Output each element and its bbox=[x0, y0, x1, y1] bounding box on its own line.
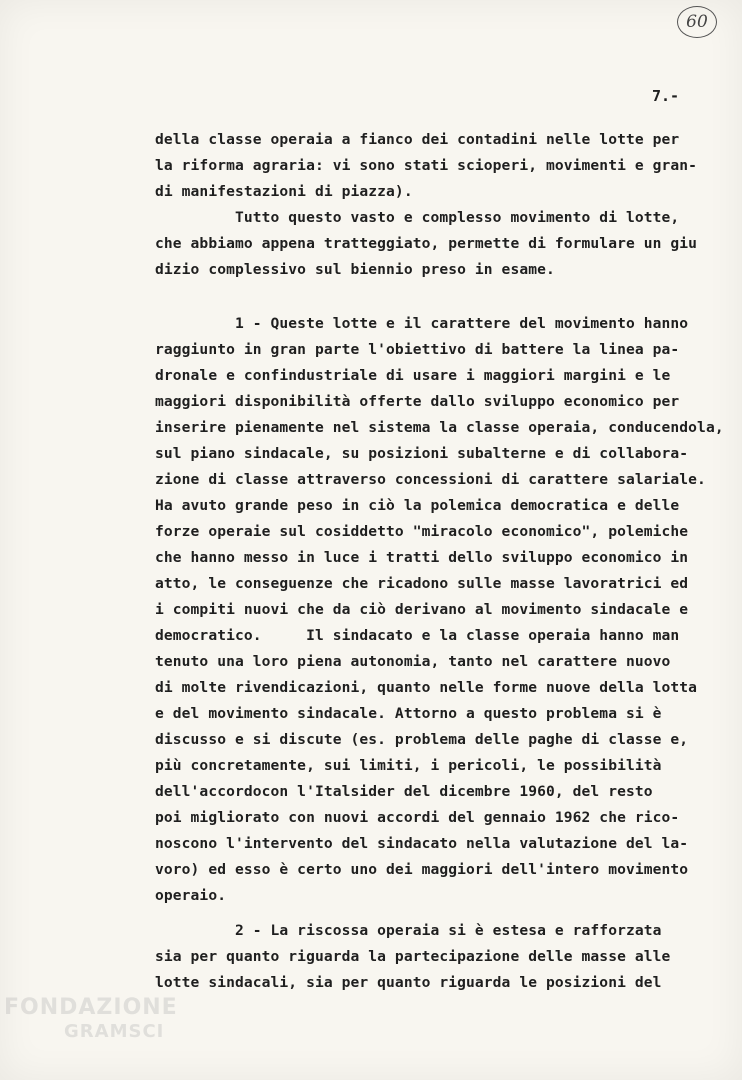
text-line: i compiti nuovi che da ciò derivano al movimento sindacale e bbox=[155, 601, 689, 618]
text-line: forze operaie sul cosiddetto "miracolo economico", polemiche bbox=[155, 523, 689, 540]
text-line: dell'accordocon l'Italsider del dicembre 1960, del resto bbox=[155, 783, 653, 800]
text-line: Tutto questo vasto e complesso movimento di lotte, bbox=[155, 209, 680, 226]
text-line: lotte sindacali, sia per quanto riguarda le posizioni del bbox=[155, 974, 662, 991]
text-line: raggiunto in gran parte l'obiettivo di battere la linea pa- bbox=[155, 341, 680, 358]
text-line: 2 - La riscossa operaia si è estesa e rafforzata bbox=[155, 922, 662, 939]
watermark-logo bbox=[4, 996, 204, 1044]
text-line: operaio. bbox=[155, 887, 227, 904]
text-line: che hanno messo in luce i tratti dello sviluppo economico in bbox=[155, 549, 689, 566]
text-line: sul piano sindacale, su posizioni subalterne e di collabora- bbox=[155, 445, 689, 462]
paragraph-3 bbox=[155, 918, 670, 996]
text-line: e del movimento sindacale. Attorno a questo problema si è bbox=[155, 705, 662, 722]
text-line: più concretamente, sui limiti, i pericoli, le possibilità bbox=[155, 757, 662, 774]
text-line: di molte rivendicazioni, quanto nelle forme nuove della lotta bbox=[155, 679, 698, 696]
text-line: di manifestazioni di piazza). bbox=[155, 183, 413, 200]
paragraph-2 bbox=[155, 311, 724, 909]
text-line: dronale e confindustriale di usare i maggiori margini e le bbox=[155, 367, 671, 384]
text-line: dizio complessivo sul biennio preso in esame. bbox=[155, 261, 555, 278]
text-line: zione di classe attraverso concessioni di carattere salariale. bbox=[155, 471, 706, 488]
text-line: tenuto una loro piena autonomia, tanto nel carattere nuovo bbox=[155, 653, 671, 670]
text-line: della classe operaia a fianco dei contadini nelle lotte per bbox=[155, 131, 680, 148]
text-line: voro) ed esso è certo uno dei maggiori dell'intero movimento bbox=[155, 861, 689, 878]
archive-page-number: 60 bbox=[677, 6, 717, 38]
text-line: Ha avuto grande peso in ciò la polemica democratica e delle bbox=[155, 497, 680, 514]
text-line: sia per quanto riguarda la partecipazione delle masse alle bbox=[155, 948, 671, 965]
page-number: 7.- bbox=[652, 87, 680, 105]
text-line: noscono l'intervento del sindacato nella valutazione del la- bbox=[155, 835, 689, 852]
text-line: la riforma agraria: vi sono stati scioperi, movimenti e gran- bbox=[155, 157, 698, 174]
watermark-line-1: FONDAZIONE bbox=[4, 995, 178, 1020]
text-line: atto, le conseguenze che ricadono sulle masse lavoratrici ed bbox=[155, 575, 689, 592]
text-line: 1 - Queste lotte e il carattere del movimento hanno bbox=[155, 315, 689, 332]
text-line: inserire pienamente nel sistema la classe operaia, conducendola, bbox=[155, 419, 724, 436]
text-line: discusso e si discute (es. problema delle paghe di classe e, bbox=[155, 731, 689, 748]
paragraph-1 bbox=[155, 127, 697, 283]
watermark-line-2: GRAMSCI bbox=[64, 1021, 165, 1042]
text-line: poi migliorato con nuovi accordi del gennaio 1962 che rico- bbox=[155, 809, 680, 826]
text-line: democratico. Il sindacato e la classe operaia hanno man bbox=[155, 627, 680, 644]
text-line: maggiori disponibilità offerte dallo sviluppo economico per bbox=[155, 393, 680, 410]
text-line: che abbiamo appena tratteggiato, permette di formulare un giu bbox=[155, 235, 698, 252]
